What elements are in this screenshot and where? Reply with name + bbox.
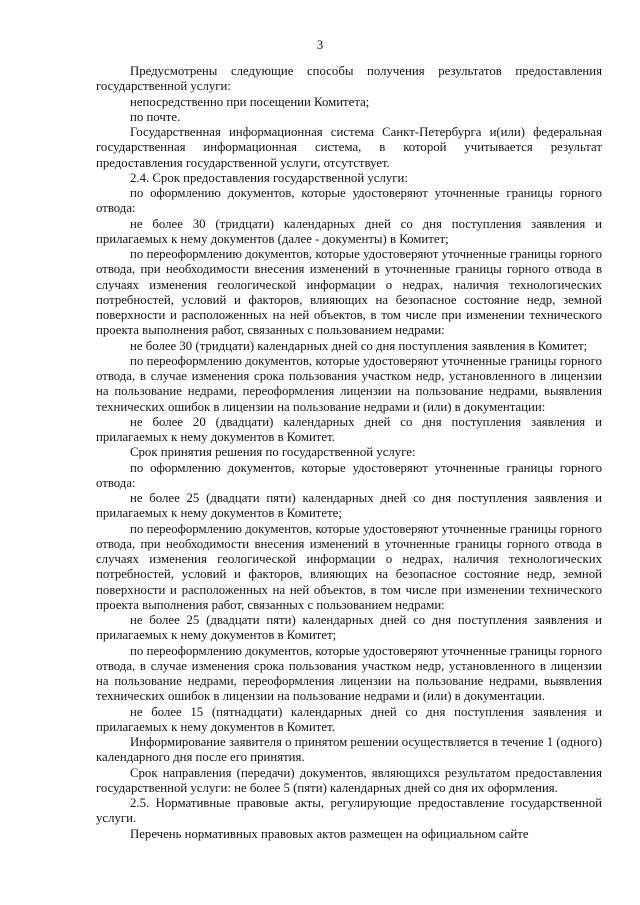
paragraph: по переоформлению документов, которые удостоверяют уточненные границы горного отвода, в случае изменения срока пользования участком недр, установленного в лицензии на пользование недрами, переоформления лицензии на пользование недрами, выявления технических ошибок в лицензии на пользование недрами и (или) в документации. <box>96 643 602 704</box>
paragraph: по переоформлению документов, которые удостоверяют уточненные границы горного отвода, в случае изменения срока пользования участком недр, установленного в лицензии на пользование недрами, переоформления лицензии на пользование недрами, выявления технических ошибок в лицензии на пользование недрами и (или) в документации: <box>96 353 602 414</box>
paragraph: не более 25 (двадцати пяти) календарных дней со дня поступления заявления и прилагаемых к нему документов в Комитете; <box>96 491 602 521</box>
paragraph: по оформлению документов, которые удостоверяют уточненные границы горного отвода: <box>96 186 602 216</box>
paragraph: Информирование заявителя о принятом решении осуществляется в течение 1 (одного) календарного дня после его принятия. <box>96 735 602 765</box>
paragraph: не более 30 (тридцати) календарных дней со дня поступления заявления в Комитет; <box>130 338 588 353</box>
paragraph: по оформлению документов, которые удостоверяют уточненные границы горного отвода: <box>96 460 602 490</box>
paragraph: Срок принятия решения по государственной услуге: <box>130 445 416 460</box>
document-body <box>96 64 602 842</box>
paragraph: Срок направления (передачи) документов, являющихся результатом предоставления государственной услуги: не более 5 (пяти) календарных дней со дня их оформления. <box>96 765 602 795</box>
paragraph: Перечень нормативных правовых актов размещен на официальном сайте <box>130 826 529 841</box>
section-heading-2-5: 2.5. Нормативные правовые акты, регулирующие предоставление государственной услуги. <box>96 796 602 826</box>
paragraph: не более 25 (двадцати пяти) календарных дней со дня поступления заявления и прилагаемых к нему документов в Комитет; <box>96 613 602 643</box>
paragraph: не более 20 (двадцати) календарных дней со дня поступления заявления и прилагаемых к нему документов в Комитет. <box>96 414 602 444</box>
paragraph: по переоформлению документов, которые удостоверяют уточненные границы горного отвода, при необходимости внесения изменений в уточненные границы горного отвода в случаях изменения геологической информации о недрах, наличия технологических потребностей, условий и факторов, влияющих на безопасное состояние недр, земной поверхности и расположенных на ней объектов, в том числе при изменении технического проекта выполнения работ, связанных с пользованием недрами: <box>96 247 602 338</box>
paragraph: непосредственно при посещении Комитета; <box>130 94 370 109</box>
paragraph: Государственная информационная система Санкт-Петербурга и(или) федеральная государственная информационная система, в которой учитывается результат предоставления государственной услуги, отсутствует. <box>96 125 602 170</box>
section-heading-2-4: 2.4. Срок предоставления государственной услуги: <box>130 170 408 185</box>
paragraph: по переоформлению документов, которые удостоверяют уточненные границы горного отвода, при необходимости внесения изменений в уточненные границы горного отвода в случаях изменения геологической информации о недрах, наличия технологических потребностей, условий и факторов, влияющих на безопасное состояние недр, земной поверхности и расположенных на ней объектов, в том числе при изменении технического проекта выполнения работ, связанных с пользованием недрами: <box>96 521 602 612</box>
paragraph: по почте. <box>130 109 181 124</box>
paragraph: не более 15 (пятнадцати) календарных дней со дня поступления заявления и прилагаемых к нему документов в Комитет. <box>96 704 602 734</box>
paragraph: не более 30 (тридцати) календарных дней со дня поступления заявления и прилагаемых к нему документов (далее - документы) в Комитет; <box>96 216 602 246</box>
paragraph: Предусмотрены следующие способы получения результатов предоставления государственной услуги: <box>96 64 602 94</box>
page-number: 3 <box>316 38 324 52</box>
